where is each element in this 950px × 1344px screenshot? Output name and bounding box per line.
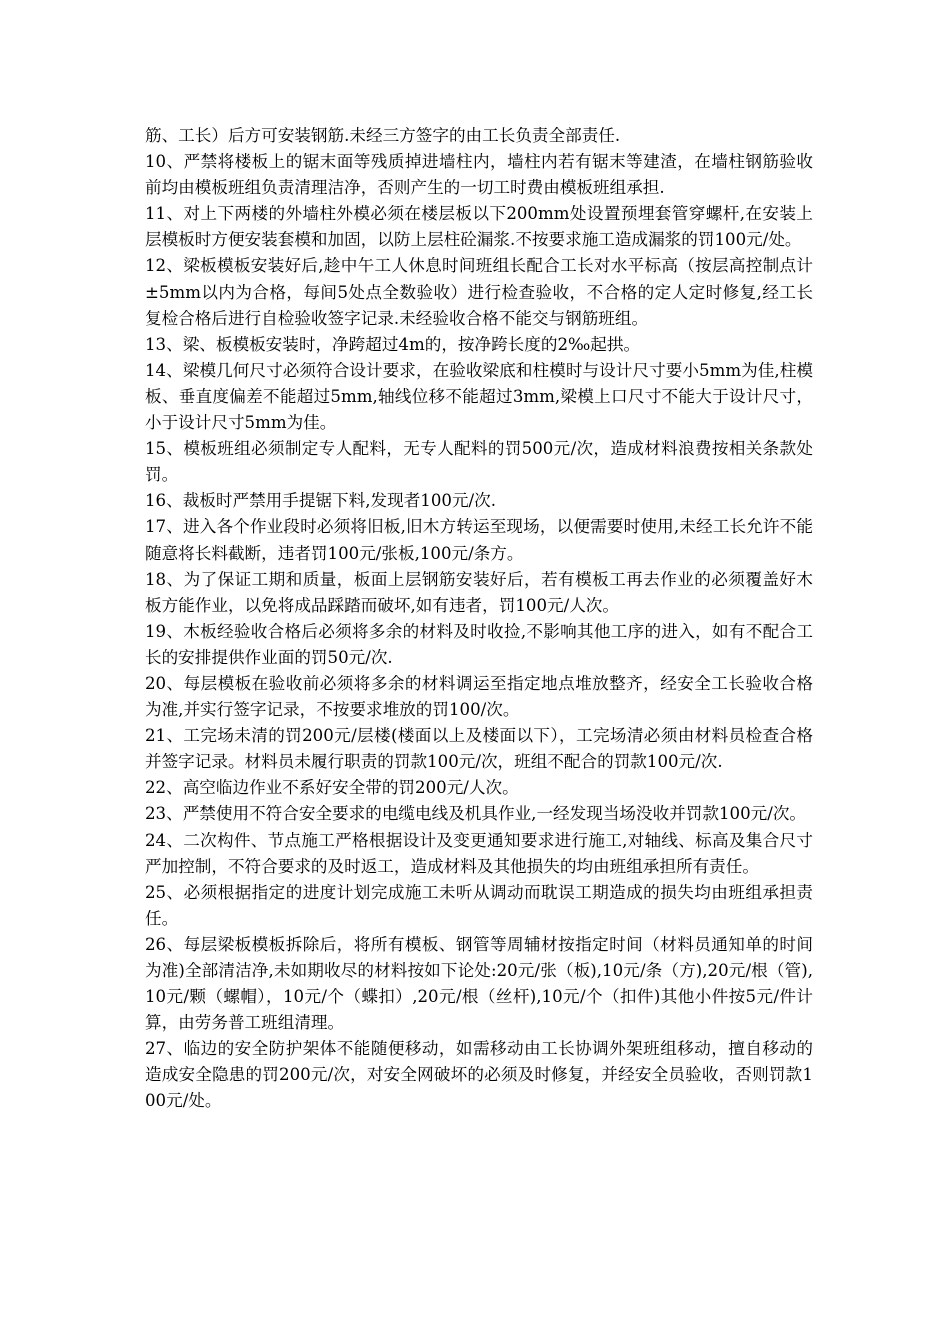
paragraph-item-23: 23、严禁使用不符合安全要求的电缆电线及机具作业,一经发现当场没收并罚款100元/次。 xyxy=(145,804,807,824)
paragraph-item-12: 12、梁板模板安装好后,趁中午工人休息时间班组长配合工长对水平标高（按层高控制点计±5mm以内为合格，每间5处点全数验收）进行检查验收，不合格的定人定时修复,经工长复检合格后进行自检验收签字记录.未经验收合格不能交与钢筋班组。 xyxy=(145,256,813,328)
paragraph-item-19: 19、木板经验收合格后必须将多余的材料及时收捡,不影响其他工序的进入，如有不配合工长的安排提供作业面的罚50元/次. xyxy=(145,621,813,667)
paragraph-item-17: 17、进入各个作业段时必须将旧板,旧木方转运至现场，以便需要时使用,未经工长允许不能随意将长料截断，违者罚100元/张板,100元/条方。 xyxy=(145,517,813,563)
paragraph-item-25: 25、必须根据指定的进度计划完成施工未听从调动而耽误工期造成的损失均由班组承担责任。 xyxy=(145,882,813,928)
paragraph-item-18: 18、为了保证工期和质量，板面上层钢筋安装好后，若有模板工再去作业的必须覆盖好木板方能作业，以免将成品踩踏而破坏,如有违者，罚100元/人次。 xyxy=(145,569,813,615)
paragraph-item-20: 20、每层模板在验收前必须将多余的材料调运至指定地点堆放整齐，经安全工长验收合格为准,并实行签字记录，不按要求堆放的罚100/次。 xyxy=(145,673,813,720)
paragraph-item-16: 16、裁板时严禁用手提锯下料,发现者100元/次. xyxy=(145,491,497,511)
paragraph-item-14: 14、梁模几何尺寸必须符合设计要求，在验收梁底和柱模时与设计尺寸要小5mm为佳,柱模板、垂直度偏差不能超过5mm,轴线位移不能超过3mm,梁模上口尺寸不能大于设计尺寸，小于设计尺寸5mm为佳。 xyxy=(145,360,813,433)
paragraph-item-27: 27、临边的安全防护架体不能随便移动，如需移动由工长协调外架班组移动，擅自移动的造成安全隐患的罚200元/次，对安全网破坏的必须及时修复，并经安全员验收，否则罚款100元/处。 xyxy=(145,1039,813,1111)
paragraph-item-15: 15、模板班组必须制定专人配料，无专人配料的罚500元/次，造成材料浪费按相关条款处罚。 xyxy=(145,439,813,485)
paragraph-item-26: 26、每层梁板模板拆除后，将所有模板、钢管等周辅材按指定时间（材料员通知单的时间为准)全部清洁净,未如期收尽的材料按如下论处:20元/张（板),10元/条（方),20元/根（管),10元/颗（螺帽），10元/个（蝶扣）,20元/根（丝杆),10元/个（扣件)其他小件按5元/件计算，由劳务普工班组清理。 xyxy=(145,934,813,1033)
paragraph-item-10: 10、严禁将楼板上的锯末面等残质掉进墙柱内，墙柱内若有锯末等建渣，在墙柱钢筋验收前均由模板班组负责清理洁净，否则产生的一切工时费由模板班组承担. xyxy=(145,152,813,198)
paragraph-item-22: 22、高空临边作业不系好安全带的罚200元/人次。 xyxy=(145,778,519,798)
paragraph-item-13: 13、梁、板模板安装时，净跨超过4m的，按净跨长度的2‰起拱。 xyxy=(145,334,641,354)
paragraph-item-24: 24、二次构件、节点施工严格根据设计及变更通知要求进行施工,对轴线、标高及集合尺寸严加控制，不符合要求的及时返工，造成材料及其他损失的均由班组承担所有责任。 xyxy=(145,830,813,876)
document-body xyxy=(145,123,813,1115)
paragraph-item-11: 11、对上下两楼的外墙柱外模必须在楼层板以下200mm处设置预埋套管穿螺杆,在安装上层模板时方便安装套模和加固，以防上层柱砼漏浆.不按要求施工造成漏浆的罚100元/处。 xyxy=(145,204,813,250)
paragraph-continuation: 筋、工长）后方可安装钢筋.未经三方签字的由工长负责全部责任. xyxy=(145,126,621,145)
paragraph-item-21: 21、工完场未清的罚200元/层楼(楼面以上及楼面以下），工完场清必须由材料员检查合格并签字记录。材料员未履行职责的罚款100元/次，班组不配合的罚款100元/次. xyxy=(145,726,813,772)
